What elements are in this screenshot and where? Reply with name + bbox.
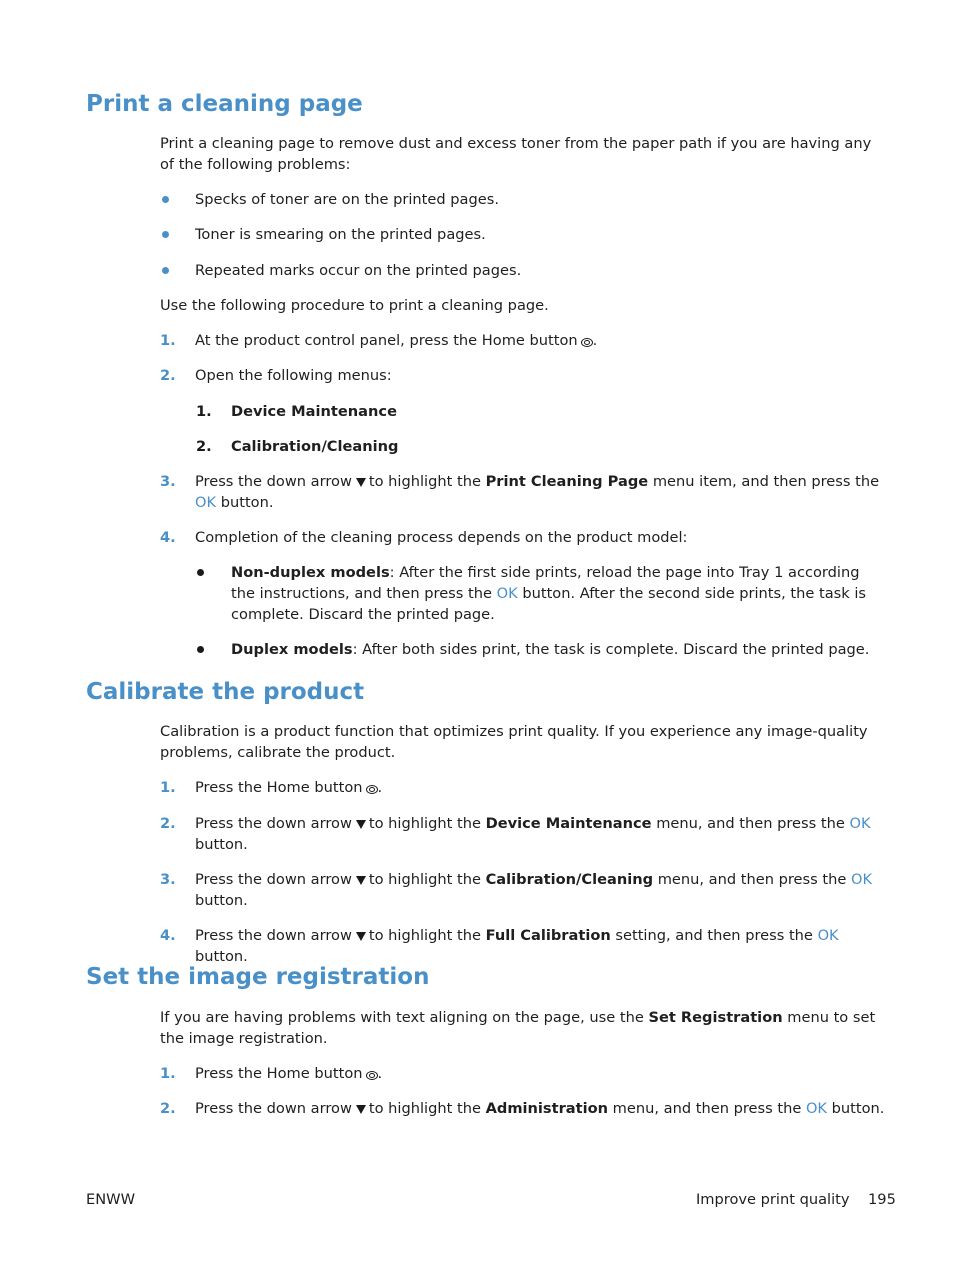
ok-button-ref: OK <box>805 1100 827 1117</box>
step-number: 2. <box>160 367 176 384</box>
footer-section: Improve print quality <box>696 1191 850 1208</box>
heading-print-cleaning-page: Print a cleaning page <box>86 91 363 117</box>
procedure-intro: Use the following procedure to print a cleaning page. <box>160 297 549 314</box>
ok-button-ref: OK <box>817 927 839 944</box>
step-text: Open the following menus: <box>195 367 392 384</box>
heading-image-registration: Set the image registration <box>86 964 430 990</box>
bullet-marker <box>162 267 169 274</box>
step-number: 2. <box>160 1100 176 1117</box>
step-number: 4. <box>160 927 176 944</box>
cleaning-intro: Print a cleaning page to remove dust and excess toner from the paper path if you are having any of the following problems: <box>160 135 872 173</box>
problem-item: Specks of toner are on the printed pages. <box>195 191 499 208</box>
down-arrow-icon <box>356 1105 366 1114</box>
step-number: 4. <box>160 529 176 546</box>
home-button-icon <box>366 785 378 794</box>
footer-left: ENWW <box>86 1191 135 1208</box>
bullet-marker <box>162 196 169 203</box>
step-number: 1. <box>160 779 176 796</box>
ok-button-ref: OK <box>850 871 873 888</box>
down-arrow-icon <box>356 820 366 829</box>
step-text: Press the down arrow to highlight the Calibration/Cleaning menu, and then press the OK button. <box>195 871 873 909</box>
step-text: Press the down arrow to highlight the Administration menu, and then press the OK button. <box>195 1100 885 1117</box>
bullet-marker <box>162 231 169 238</box>
ok-button-ref: OK <box>496 585 518 602</box>
bullet-marker <box>197 646 204 653</box>
step-text: Press the Home button . <box>195 779 383 796</box>
step-number: 1. <box>160 332 176 349</box>
step-text: Press the down arrow to highlight the Print Cleaning Page menu item, and then press the OK button. <box>195 473 880 511</box>
menu-number: 2. <box>196 438 212 455</box>
step-number: 2. <box>160 815 176 832</box>
step-number: 1. <box>160 1065 176 1082</box>
step-text: Completion of the cleaning process depends on the product model: <box>195 529 688 546</box>
step-text: Press the down arrow to highlight the Full Calibration setting, and then press the OK button. <box>195 927 839 965</box>
step-number: 3. <box>160 473 176 490</box>
step-text: At the product control panel, press the Home button . <box>195 332 598 349</box>
heading-calibrate-product: Calibrate the product <box>86 679 365 705</box>
menu-label: Calibration/Cleaning <box>231 438 399 455</box>
home-button-icon <box>366 1071 378 1080</box>
model-item: Duplex models: After both sides print, the task is complete. Discard the printed page. <box>231 641 870 658</box>
page-number: 195 <box>868 1191 896 1208</box>
calibrate-intro: Calibration is a product function that optimizes print quality. If you experience any image-quality problems, calibrate the product. <box>160 723 868 761</box>
menu-number: 1. <box>196 403 212 420</box>
ok-button-ref: OK <box>849 815 871 832</box>
problem-item: Toner is smearing on the printed pages. <box>195 226 486 243</box>
model-item: Non-duplex models: After the first side prints, reload the page into Tray 1 according the instructions, and then press the OK button. After the second side prints, the task is complete. Discard the printed page. <box>231 564 867 623</box>
down-arrow-icon <box>356 478 366 487</box>
step-number: 3. <box>160 871 176 888</box>
bullet-marker <box>197 569 204 576</box>
down-arrow-icon <box>356 876 366 885</box>
ok-button-ref: OK <box>195 494 217 511</box>
registration-intro: If you are having problems with text aligning on the page, use the Set Registration menu to set the image registration. <box>160 1009 876 1047</box>
problem-item: Repeated marks occur on the printed pages. <box>195 262 522 279</box>
step-text: Press the down arrow to highlight the Device Maintenance menu, and then press the OK button. <box>195 815 871 853</box>
home-button-icon <box>581 338 593 347</box>
down-arrow-icon <box>356 932 366 941</box>
menu-label: Device Maintenance <box>231 403 397 420</box>
step-text: Press the Home button . <box>195 1065 383 1082</box>
